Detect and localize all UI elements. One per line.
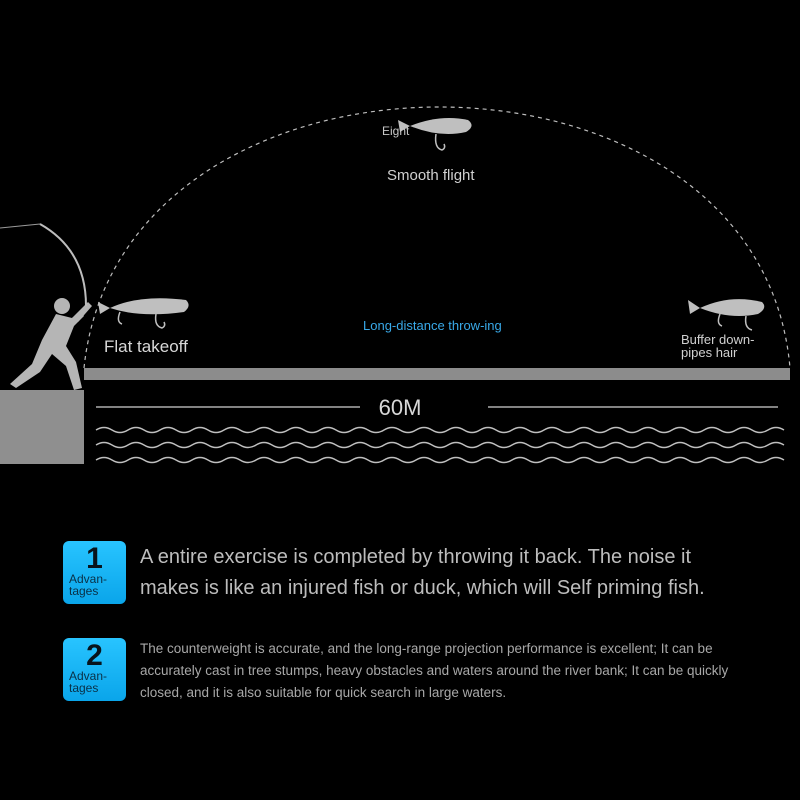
advantage-number-2: 2 <box>86 639 103 672</box>
wave-lines-icon <box>96 428 784 463</box>
advantage-text-2: The counterweight is accurate, and the long-range projection performance is excellent; It can be accurately cast in tree stumps, heavy obstacles and waters around the river bank; It can be quickly closed, and it is also suitable for quick search in large waters. <box>140 641 729 700</box>
ground-bar <box>84 368 790 380</box>
top-fish-label: Eight <box>382 124 410 138</box>
advantage-badge-2 <box>63 638 126 701</box>
advantage-badge-1 <box>63 541 126 604</box>
advantage-badge-label-2: Advan-tages <box>69 669 108 695</box>
distance-label: 60M <box>360 395 440 421</box>
advantage-text-1: A entire exercise is completed by throwing it back. The noise it makes is like an injured fish or duck, which will Self priming fish. <box>140 546 705 599</box>
advantage-number-1: 1 <box>86 542 103 575</box>
flat-takeoff-label: Flat takeoff <box>104 337 188 356</box>
long-distance-label: Long-distance throw-ing <box>363 318 502 333</box>
advantage-badge-label-1: Advan-tages <box>69 572 108 598</box>
lure-fish-icon-right <box>688 299 764 330</box>
buffer-label: Buffer down-pipes hair <box>681 332 755 360</box>
pier-block <box>0 390 84 464</box>
fishing-rod-icon <box>40 224 86 306</box>
rod-line <box>0 224 40 228</box>
angler-silhouette-icon <box>10 298 92 390</box>
smooth-flight-label: Smooth flight <box>387 167 475 184</box>
lure-fish-icon <box>98 298 189 328</box>
